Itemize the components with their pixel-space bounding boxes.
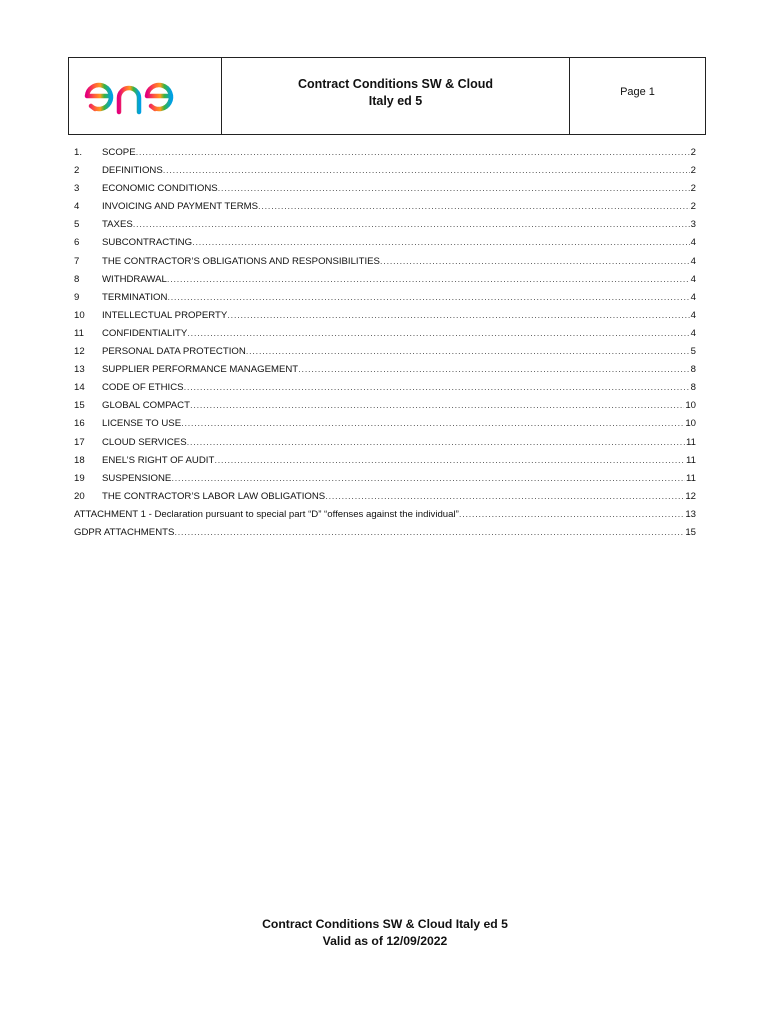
page-number: Page 1 <box>620 86 655 98</box>
toc-entry-label: THE CONTRACTOR’S OBLIGATIONS AND RESPONSIBILITIES <box>102 255 380 267</box>
toc-entry-number: 6 <box>74 237 80 249</box>
toc-leader-dots <box>459 509 685 520</box>
toc-entry-number: 15 <box>74 400 85 412</box>
toc-entry-label: SUSPENSIONE <box>102 472 172 484</box>
toc-leader-dots <box>258 201 690 212</box>
toc-entry-number: 14 <box>74 382 85 394</box>
toc-leader-dots <box>187 437 685 448</box>
toc-entry[interactable] <box>74 364 696 382</box>
toc-entry[interactable] <box>74 310 696 328</box>
toc-entry-label: TERMINATION <box>102 291 168 303</box>
toc-entry[interactable] <box>74 183 696 201</box>
toc-leader-dots <box>380 256 690 267</box>
toc-leader-dots <box>174 527 684 538</box>
footer-validity: Valid as of 12/09/2022 <box>322 934 448 948</box>
toc-leader-dots <box>171 473 685 484</box>
toc-entry[interactable] <box>74 219 696 237</box>
header-title <box>222 58 570 134</box>
toc-entry-label: SUBCONTRACTING <box>102 237 193 249</box>
toc-leader-dots <box>181 418 684 429</box>
toc-entry-label: PERSONAL DATA PROTECTION <box>102 346 246 358</box>
footer-title: Contract Conditions SW & Cloud Italy ed 5 <box>262 917 508 931</box>
header-title-line1: Contract Conditions SW & Cloud <box>297 77 494 91</box>
toc-entry-label: ECONOMIC CONDITIONS <box>102 183 218 195</box>
toc-entry-page: 10 <box>685 400 696 412</box>
toc-attachment-entry[interactable] <box>74 509 696 527</box>
document-footer <box>0 916 770 950</box>
toc-entry-number: 9 <box>74 291 80 303</box>
table-of-contents <box>74 147 696 545</box>
toc-leader-dots <box>136 147 690 158</box>
toc-entry-label: INVOICING AND PAYMENT TERMS <box>102 201 259 213</box>
toc-entry-number: 18 <box>74 454 85 466</box>
toc-leader-dots <box>246 346 690 357</box>
toc-entry-page: 11 <box>686 472 696 484</box>
toc-entry-number: 17 <box>74 436 85 448</box>
toc-leader-dots <box>214 455 685 466</box>
toc-leader-dots <box>167 274 690 285</box>
toc-leader-dots <box>298 364 689 375</box>
toc-entry-page: 2 <box>690 165 696 177</box>
toc-leader-dots <box>190 400 684 411</box>
toc-entry-page: 4 <box>690 309 696 321</box>
toc-entry[interactable] <box>74 274 696 292</box>
toc-entry-label: CODE OF ETHICS <box>102 382 184 394</box>
toc-leader-dots <box>184 382 690 393</box>
toc-entry-label: TAXES <box>102 219 133 231</box>
toc-entry[interactable] <box>74 418 696 436</box>
toc-entry-page: 11 <box>686 454 696 466</box>
toc-entry-number: 10 <box>74 309 85 321</box>
toc-entry[interactable] <box>74 147 696 165</box>
toc-entry-number: 20 <box>74 490 85 502</box>
toc-entry-label: CONFIDENTIALITY <box>102 327 188 339</box>
toc-entry-number: 5 <box>74 219 80 231</box>
toc-entry-page: 4 <box>690 237 696 249</box>
toc-entry-page: 2 <box>690 201 696 213</box>
toc-leader-dots <box>192 237 690 248</box>
toc-entry-number: 2 <box>74 165 80 177</box>
toc-entry[interactable] <box>74 473 696 491</box>
toc-leader-dots <box>163 165 690 176</box>
toc-entry-label: SUPPLIER PERFORMANCE MANAGEMENT <box>102 364 299 376</box>
toc-entry-number: 4 <box>74 201 80 213</box>
toc-entry[interactable] <box>74 382 696 400</box>
toc-entry[interactable] <box>74 201 696 219</box>
toc-entry-number: 11 <box>74 327 84 339</box>
toc-entry-number: 7 <box>74 255 80 267</box>
toc-entry-label: THE CONTRACTOR’S LABOR LAW OBLIGATIONS <box>102 490 326 502</box>
toc-attachment-label: GDPR ATTACHMENTS <box>74 526 175 538</box>
toc-entry-number: 13 <box>74 364 85 376</box>
toc-entry[interactable] <box>74 346 696 364</box>
toc-entry-label: LICENSE TO USE <box>102 418 182 430</box>
toc-attachment-label: ATTACHMENT 1 - Declaration pursuant to special part “D” “offenses against the individual” <box>74 508 459 520</box>
toc-attachment-page: 13 <box>685 508 696 520</box>
toc-entry-label: DEFINITIONS <box>102 165 163 177</box>
toc-leader-dots <box>325 491 684 502</box>
toc-entry-label: CLOUD SERVICES <box>102 436 187 448</box>
toc-leader-dots <box>187 328 689 339</box>
toc-entry-page: 4 <box>690 327 696 339</box>
toc-entry[interactable] <box>74 165 696 183</box>
toc-entry-label: INTELLECTUAL PROPERTY <box>102 309 228 321</box>
toc-entry[interactable] <box>74 292 696 310</box>
toc-entry[interactable] <box>74 437 696 455</box>
toc-entry-page: 8 <box>690 382 696 394</box>
toc-entry-page: 8 <box>690 364 696 376</box>
toc-entry-label: SCOPE <box>102 147 136 158</box>
toc-entry-page: 11 <box>686 436 696 448</box>
toc-entry-number: 3 <box>74 183 80 195</box>
toc-attachment-page: 15 <box>685 526 696 538</box>
enel-logo <box>81 72 209 120</box>
toc-entry-number: 12 <box>74 346 85 358</box>
toc-entry[interactable] <box>74 237 696 255</box>
logo-cell <box>69 58 222 134</box>
toc-entry-page: 2 <box>690 183 696 195</box>
toc-entry-number: 1. <box>74 147 83 158</box>
toc-entry-page: 4 <box>690 273 696 285</box>
toc-entry-label: WITHDRAWAL <box>102 273 167 285</box>
toc-leader-dots <box>167 292 689 303</box>
toc-entry-page: 3 <box>690 219 696 231</box>
toc-entry[interactable] <box>74 328 696 346</box>
toc-entry-label: GLOBAL COMPACT <box>102 400 190 412</box>
toc-entry-number: 16 <box>74 418 85 430</box>
toc-leader-dots <box>133 219 690 230</box>
toc-entry-number: 8 <box>74 273 80 285</box>
toc-entry-label: ENEL’S RIGHT OF AUDIT <box>102 454 215 466</box>
toc-entry-page: 4 <box>690 255 696 267</box>
header-title-line2: Italy ed 5 <box>368 94 423 108</box>
toc-leader-dots <box>218 183 690 194</box>
logo-text: enel <box>81 72 83 73</box>
toc-entry-page: 10 <box>685 418 696 430</box>
toc-entry[interactable] <box>74 455 696 473</box>
toc-attachment-entry[interactable] <box>74 527 696 545</box>
toc-entry[interactable] <box>74 491 696 509</box>
toc-leader-dots <box>227 310 689 321</box>
toc-entry-page: 12 <box>685 490 696 502</box>
toc-entry[interactable] <box>74 400 696 418</box>
document-header <box>68 57 706 135</box>
toc-entry-page: 4 <box>690 291 696 303</box>
toc-entry-page: 5 <box>690 346 696 358</box>
toc-entry[interactable] <box>74 256 696 274</box>
toc-entry-number: 19 <box>74 472 85 484</box>
toc-entry-page: 2 <box>690 147 696 158</box>
